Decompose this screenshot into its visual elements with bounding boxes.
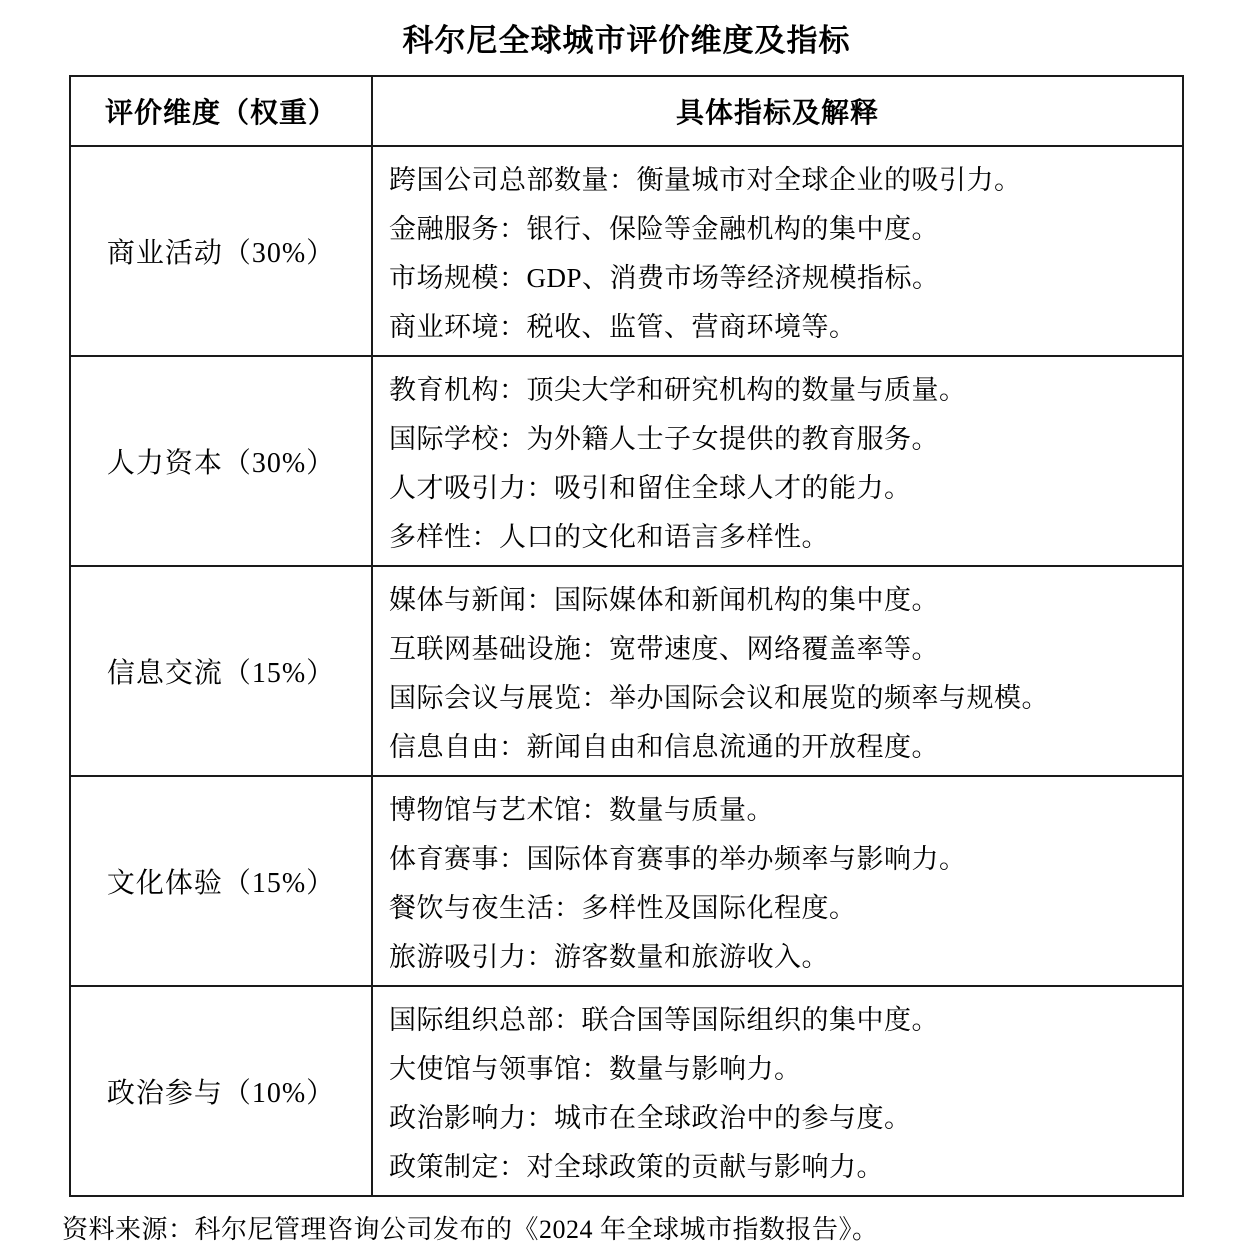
- indicators-cell-information: [372, 566, 1183, 776]
- indicators-cell-human-capital: [372, 356, 1183, 566]
- indicator-line: 体育赛事：国际体育赛事的举办频率与影响力。: [389, 844, 967, 875]
- indicator-line: 大使馆与领事馆：数量与影响力。: [389, 1054, 802, 1085]
- indicator-line: 政治影响力：城市在全球政治中的参与度。: [389, 1103, 912, 1134]
- dimension-cell-political: 政治参与（10%）: [70, 986, 372, 1196]
- indicators-cell-political: [372, 986, 1183, 1196]
- indicator-line: 信息自由：新闻自由和信息流通的开放程度。: [389, 732, 939, 763]
- indicator-line: 国际会议与展览：举办国际会议和展览的频率与规模。: [389, 683, 1049, 714]
- indicator-line: 人才吸引力：吸引和留住全球人才的能力。: [389, 473, 912, 504]
- indicator-line: 国际组织总部：联合国等国际组织的集中度。: [389, 1005, 939, 1036]
- column-header-dimension: 评价维度（权重）: [70, 76, 372, 146]
- indicator-line: 市场规模：GDP、消费市场等经济规模指标。: [389, 263, 940, 294]
- table-row-information: [70, 566, 1183, 776]
- dimension-cell-information: 信息交流（15%）: [70, 566, 372, 776]
- dimension-cell-business: 商业活动（30%）: [70, 146, 372, 356]
- indicator-line: 互联网基础设施：宽带速度、网络覆盖率等。: [389, 634, 939, 665]
- indicator-line: 跨国公司总部数量：衡量城市对全球企业的吸引力。: [389, 165, 1022, 196]
- indicators-cell-culture: [372, 776, 1183, 986]
- indicator-line: 博物馆与艺术馆：数量与质量。: [389, 795, 774, 826]
- table-title: 科尔尼全球城市评价维度及指标: [402, 23, 851, 58]
- indicator-line: 商业环境：税收、监管、营商环境等。: [389, 312, 857, 343]
- indicator-line: 金融服务：银行、保险等金融机构的集中度。: [389, 214, 939, 245]
- table-row-business: [70, 146, 1183, 356]
- indicator-line: 旅游吸引力：游客数量和旅游收入。: [389, 942, 829, 973]
- header-row: [70, 76, 1183, 146]
- dimension-cell-culture: 文化体验（15%）: [70, 776, 372, 986]
- indicator-line: 媒体与新闻：国际媒体和新闻机构的集中度。: [389, 585, 939, 616]
- indicator-line: 多样性：人口的文化和语言多样性。: [389, 522, 829, 553]
- indicators-cell-business: [372, 146, 1183, 356]
- indicator-line: 餐饮与夜生活：多样性及国际化程度。: [389, 893, 857, 924]
- column-header-indicators: 具体指标及解释: [372, 76, 1183, 146]
- indicator-line: 政策制定：对全球政策的贡献与影响力。: [389, 1152, 884, 1183]
- indicator-line: 教育机构：顶尖大学和研究机构的数量与质量。: [389, 375, 967, 406]
- source-note: 资料来源：科尔尼管理咨询公司发布的《2024 年全球城市指数报告》。: [62, 1215, 879, 1245]
- indicator-line: 国际学校：为外籍人士子女提供的教育服务。: [389, 424, 939, 455]
- table-row-human-capital: [70, 356, 1183, 566]
- evaluation-table: [69, 75, 1184, 1197]
- table-row-political: [70, 986, 1183, 1196]
- dimension-cell-human-capital: 人力资本（30%）: [70, 356, 372, 566]
- table-row-culture: [70, 776, 1183, 986]
